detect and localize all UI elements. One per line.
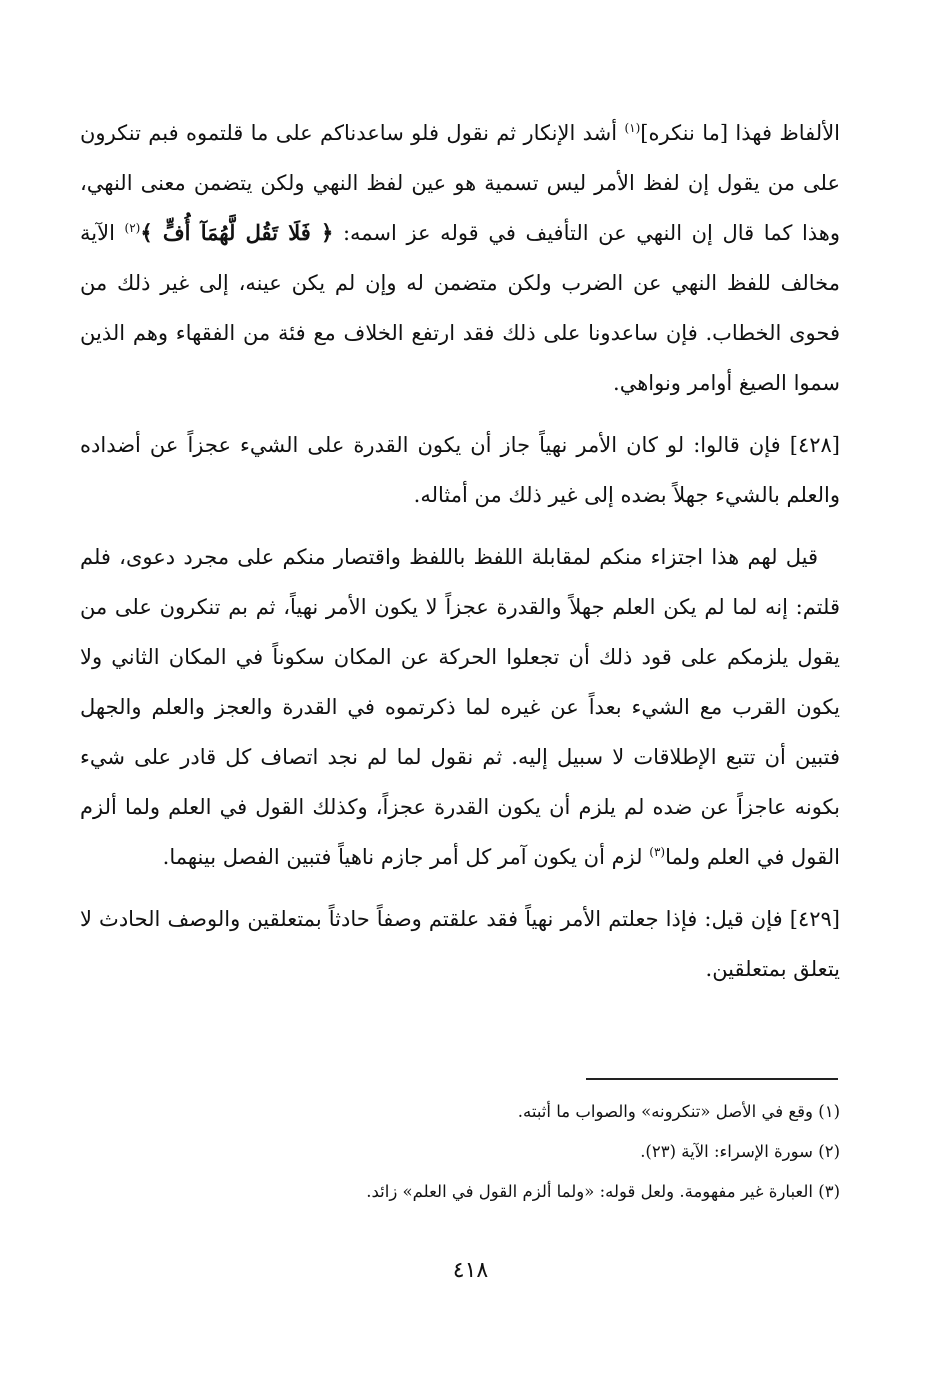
footnote-ref-1[interactable]: (١) [624,121,641,135]
paragraph-429 [80,894,840,994]
quran-verse: ﴿ فَلَا تَقُل لَّهُمَآ أُفٍّ ﴾ [140,220,334,245]
paragraph-1 [80,108,840,408]
paragraph-reply [80,532,840,882]
paragraph-number-428: [٤٢٨] [789,433,840,457]
paragraph-1-part-2: أشد الإنكار ثم نقول فلو ساعدناكم على ما قلتموه فبم تنكرون على من يقول إن لفظ الأمر ليس تسمية هو عين لفظ النهي ولكن يتضمن معنى النهي، وهذا كما قال إن النهي عن التأفيف في قوله عز اسمه: [80,121,841,245]
main-text [80,108,840,994]
paragraph-number-429: [٤٢٩] [789,907,840,931]
footnote-ref-2[interactable]: (٢) [124,221,141,235]
paragraph-reply-part-1: قيل لهم هذا اجتزاء منكم لمقابلة اللفظ باللفظ واقتصار منكم على مجرد دعوى، فلم قلتم: إنه لما لم يكن العلم جهلاً والقدرة عجزاً لا يكون الأمر نهياً، ثم بم تنكرون على من يقول يلزمكم على قود ذلك أن تجعلوا الحركة عن المكان سكوناً في المكان الثاني ولا يكون القرب مع الشيء بعداً عن غيره لما ذكرتموه في القدرة والعجز والعلم والجهل فتبين أن تتبع الإطلاقات لا سبيل إليه. ثم نقول لما لم نجد اتصاف كل قادر على شيء بكونه عاجزاً عن ضده لم يلزم أن يكون القدرة عجزاً، وكذلك القول في العلم ولما ألزم القول في العلم ولما [80,545,840,869]
paragraph-428 [80,420,840,520]
page-number: ٤١٨ [452,1258,489,1283]
footnote-3: (٣) العبارة غير مفهومة. ولعل قوله: «ولما ألزم القول في العلم» زائد. [366,1182,840,1201]
paragraph-428-text: فإن قالوا: لو كان الأمر نهياً جاز أن يكون القدرة على الشيء عجزاً عن أضداده والعلم بالشيء جهلاً بضده إلى غير ذلك من أمثاله. [80,433,840,507]
paragraph-1-part-1: الألفاظ فهذا [ما ننكره] [640,121,841,145]
paragraph-1-part-3: الآية مخالف للفظ النهي عن الضرب ولكن متضمن له وإن لم يكن عينه، إلى غير ذلك من فحوى الخطاب. فإن ساعدونا على ذلك فقد ارتفع الخلاف مع فئة من الفقهاء وهم الذين سموا الصيغ أوامر ونواهي. [80,221,840,395]
footnote-divider [586,1078,838,1080]
footnote-2: (٢) سورة الإسراء: الآية (٢٣). [640,1142,840,1161]
footnote-ref-3[interactable]: (٣) [649,845,666,859]
paragraph-reply-part-2: لزم أن يكون آمر كل أمر جازم ناهياً فتبين الفصل بينهما. [162,845,650,869]
footnotes [80,1092,840,1212]
footnote-1: (١) وقع في الأصل «تنكرونه» والصواب ما أثبته. [517,1102,840,1121]
paragraph-429-text: فإن قيل: فإذا جعلتم الأمر نهياً فقد علقتم وصفاً حادثاً بمتعلقين والوصف الحادث لا يتعلق بمتعلقين. [80,907,840,981]
